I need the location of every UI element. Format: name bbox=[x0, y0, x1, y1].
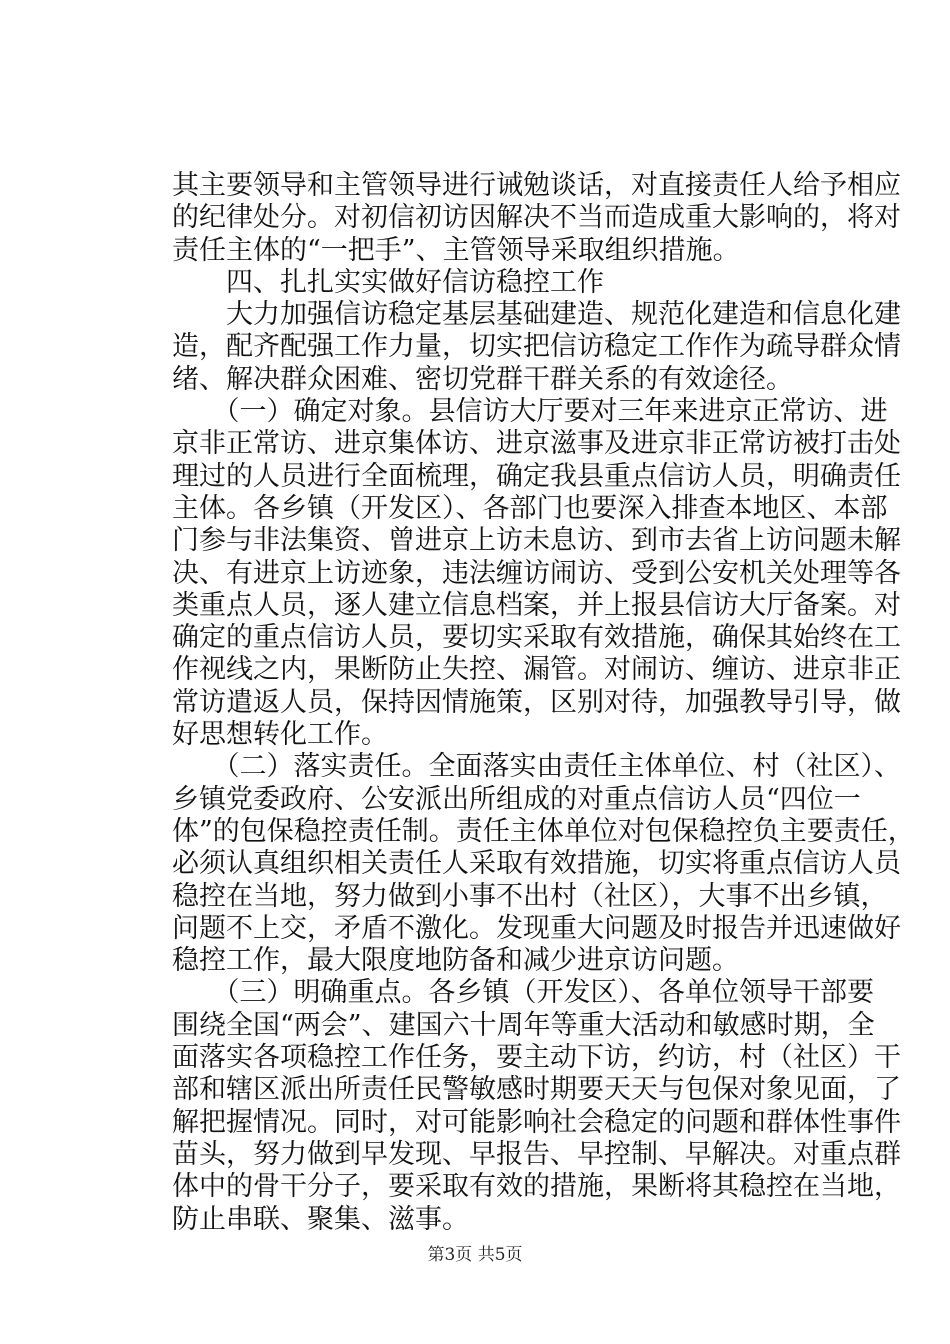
text-line: 围绕全国“两会”、建国六十周年等重大活动和敏感时期，全 bbox=[172, 1009, 875, 1041]
text-line: 体”的包保稳控责任制。责任主体单位对包保稳控负主要责任， bbox=[172, 815, 915, 847]
text-line: 部和辖区派出所责任民警敏感时期要天天与包保对象见面，了 bbox=[172, 1074, 901, 1106]
text-line: 的纪律处分。对初信初访因解决不当而造成重大影响的，将对 bbox=[172, 202, 901, 234]
text-line: 主体。各乡镇（开发区）、各部门也要深入排查本地区、本部 bbox=[172, 492, 888, 524]
text-line: 确定的重点信访人员，要切实采取有效措施，确保其始终在工 bbox=[172, 622, 901, 654]
text-line: 必须认真组织相关责任人采取有效措施，切实将重点信访人员 bbox=[172, 848, 901, 880]
section-heading: 四、扎扎实实做好信访稳控工作 bbox=[172, 266, 604, 298]
text-line: 责任主体的“一把手”、主管领导采取组织措施。 bbox=[172, 234, 740, 266]
text-line: 决、有进京上访迹象，违法缠访闹访、受到公安机关处理等各 bbox=[172, 557, 901, 589]
text-line: 类重点人员，逐人建立信息档案，并上报县信访大厅备案。对 bbox=[172, 589, 901, 621]
text-line: 京非正常访、进京集体访、进京滋事及进京非正常访被打击处 bbox=[172, 428, 901, 460]
text-line: （二）落实责任。全面落实由责任主体单位、村（社区）、 bbox=[172, 751, 901, 783]
text-line: 面落实各项稳控工作任务，要主动下访，约访，村（社区）干 bbox=[172, 1042, 901, 1074]
text-line: 作视线之内，果断防止失控、漏管。对闹访、缠访、进京非正 bbox=[172, 654, 901, 686]
text-line: （一）确定对象。县信访大厅要对三年来进京正常访、进 bbox=[172, 396, 888, 428]
text-line: 理过的人员进行全面梳理，确定我县重点信访人员，明确责任 bbox=[172, 460, 901, 492]
text-line: 造，配齐配强工作力量，切实把信访稳定工作作为疏导群众情 bbox=[172, 331, 901, 363]
text-line: 稳控在当地，努力做到小事不出村（社区），大事不出乡镇， bbox=[172, 880, 888, 912]
text-line: 苗头，努力做到早发现、早报告、早控制、早解决。对重点群 bbox=[172, 1138, 901, 1170]
text-line: 门参与非法集资、曾进京上访未息访、到市去省上访问题未解 bbox=[172, 525, 901, 557]
document-body bbox=[172, 170, 915, 1236]
text-line: 其主要领导和主管领导进行诫勉谈话，对直接责任人给予相应 bbox=[172, 170, 901, 201]
text-line: （三）明确重点。各乡镇（开发区）、各单位领导干部要 bbox=[172, 977, 874, 1009]
text-line: 问题不上交，矛盾不激化。发现重大问题及时报告并迅速做好 bbox=[172, 912, 901, 944]
text-line: 解把握情况。同时，对可能影响社会稳定的问题和群体性事件 bbox=[172, 1106, 901, 1138]
text-line: 防止串联、聚集、滋事。 bbox=[172, 1203, 469, 1235]
text-line: 好思想转化工作。 bbox=[172, 719, 388, 751]
text-line: 绪、解决群众困难、密切党群干群关系的有效途径。 bbox=[172, 363, 793, 395]
text-line: 大力加强信访稳定基层基础建造、规范化建造和信息化建 bbox=[172, 299, 901, 331]
text-line: 稳控工作，最大限度地防备和减少进京访问题。 bbox=[172, 945, 739, 977]
text-line: 常访遣返人员，保持因情施策，区别对待，加强教导引导，做 bbox=[172, 686, 901, 718]
text-line: 体中的骨干分子，要采取有效的措施，果断将其稳控在当地， bbox=[172, 1171, 901, 1203]
page-footer: 第3页 共5页 bbox=[427, 1245, 523, 1265]
text-line: 乡镇党委政府、公安派出所组成的对重点信访人员“四位一 bbox=[172, 783, 861, 815]
